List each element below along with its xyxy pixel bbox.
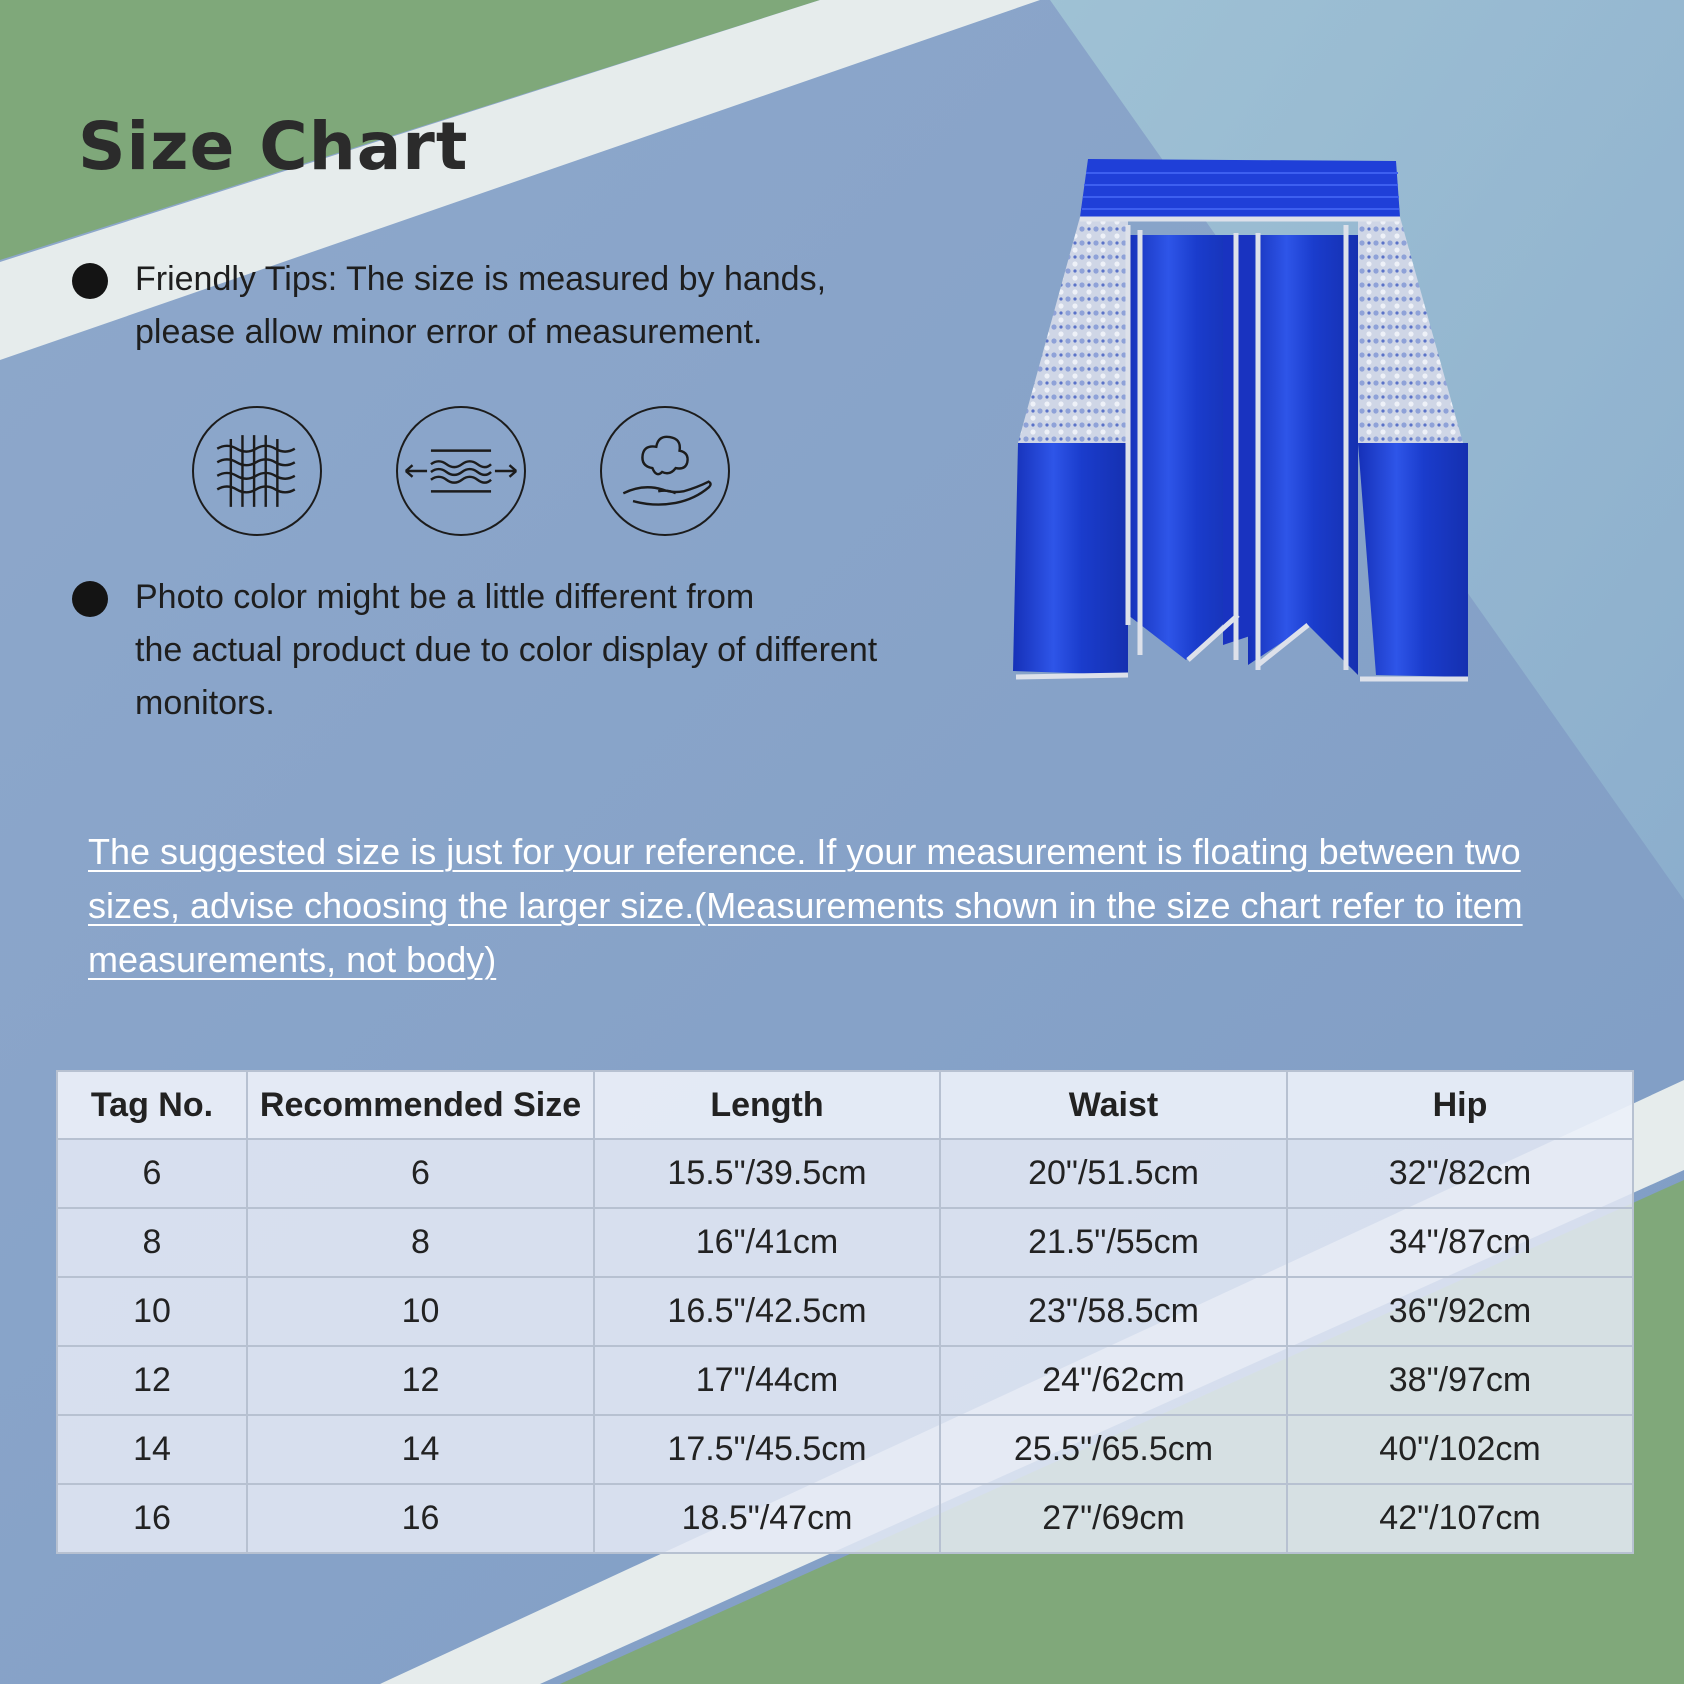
cell-tag: 8 — [57, 1208, 247, 1277]
header-tag-no: Tag No. — [57, 1071, 247, 1139]
page-title: Size Chart — [78, 108, 469, 185]
cell-size: 6 — [247, 1139, 594, 1208]
header-recommended-size: Recommended Size — [247, 1071, 594, 1139]
soft-cotton-icon — [600, 406, 730, 536]
cell-waist: 23"/58.5cm — [940, 1277, 1287, 1346]
cell-length: 17.5"/45.5cm — [594, 1415, 940, 1484]
cell-size: 12 — [247, 1346, 594, 1415]
feature-icons — [192, 406, 742, 542]
breathable-mesh-icon — [192, 406, 322, 536]
tip-line: monitors. — [135, 684, 275, 722]
cell-length: 15.5"/39.5cm — [594, 1139, 940, 1208]
cell-waist: 21.5"/55cm — [940, 1208, 1287, 1277]
bullet-icon — [72, 581, 108, 617]
table-row — [57, 1139, 1633, 1208]
cell-waist: 25.5"/65.5cm — [940, 1415, 1287, 1484]
cell-hip: 40"/102cm — [1287, 1415, 1633, 1484]
product-image — [1008, 155, 1478, 685]
cell-waist: 20"/51.5cm — [940, 1139, 1287, 1208]
color-tip — [70, 571, 877, 730]
cell-tag: 12 — [57, 1346, 247, 1415]
stretch-fabric-icon — [396, 406, 526, 536]
cell-tag: 6 — [57, 1139, 247, 1208]
header-waist: Waist — [940, 1071, 1287, 1139]
bullet-icon — [72, 263, 108, 299]
cell-hip: 34"/87cm — [1287, 1208, 1633, 1277]
cell-waist: 24"/62cm — [940, 1346, 1287, 1415]
cell-size: 16 — [247, 1484, 594, 1553]
friendly-tip — [70, 253, 826, 359]
cell-length: 16"/41cm — [594, 1208, 940, 1277]
tip-line: Friendly Tips: The size is measured by hands, — [135, 260, 827, 298]
cell-length: 16.5"/42.5cm — [594, 1277, 940, 1346]
table-header-row — [57, 1071, 1633, 1139]
cell-size: 14 — [247, 1415, 594, 1484]
tip-line: please allow minor error of measurement. — [135, 313, 763, 351]
tip-line: the actual product due to color display of different — [135, 631, 878, 669]
size-table — [56, 1070, 1634, 1554]
cell-size: 10 — [247, 1277, 594, 1346]
table-row — [57, 1346, 1633, 1415]
cell-length: 18.5"/47cm — [594, 1484, 940, 1553]
header-length: Length — [594, 1071, 940, 1139]
cell-tag: 10 — [57, 1277, 247, 1346]
cell-size: 8 — [247, 1208, 594, 1277]
cell-waist: 27"/69cm — [940, 1484, 1287, 1553]
cell-hip: 38"/97cm — [1287, 1346, 1633, 1415]
cell-hip: 42"/107cm — [1287, 1484, 1633, 1553]
table-row — [57, 1415, 1633, 1484]
cell-tag: 14 — [57, 1415, 247, 1484]
table-row — [57, 1484, 1633, 1553]
cell-hip: 32"/82cm — [1287, 1139, 1633, 1208]
cell-hip: 36"/92cm — [1287, 1277, 1633, 1346]
size-advice-note: The suggested size is just for your reference. If your measurement is floating between two sizes, advise choosing the larger size.(Measurements shown in the size chart refer to item measurements, not body) — [88, 831, 1523, 980]
cell-length: 17"/44cm — [594, 1346, 940, 1415]
table-row — [57, 1277, 1633, 1346]
header-hip: Hip — [1287, 1071, 1633, 1139]
tip-line: Photo color might be a little different from — [135, 578, 755, 616]
cell-tag: 16 — [57, 1484, 247, 1553]
table-row — [57, 1208, 1633, 1277]
